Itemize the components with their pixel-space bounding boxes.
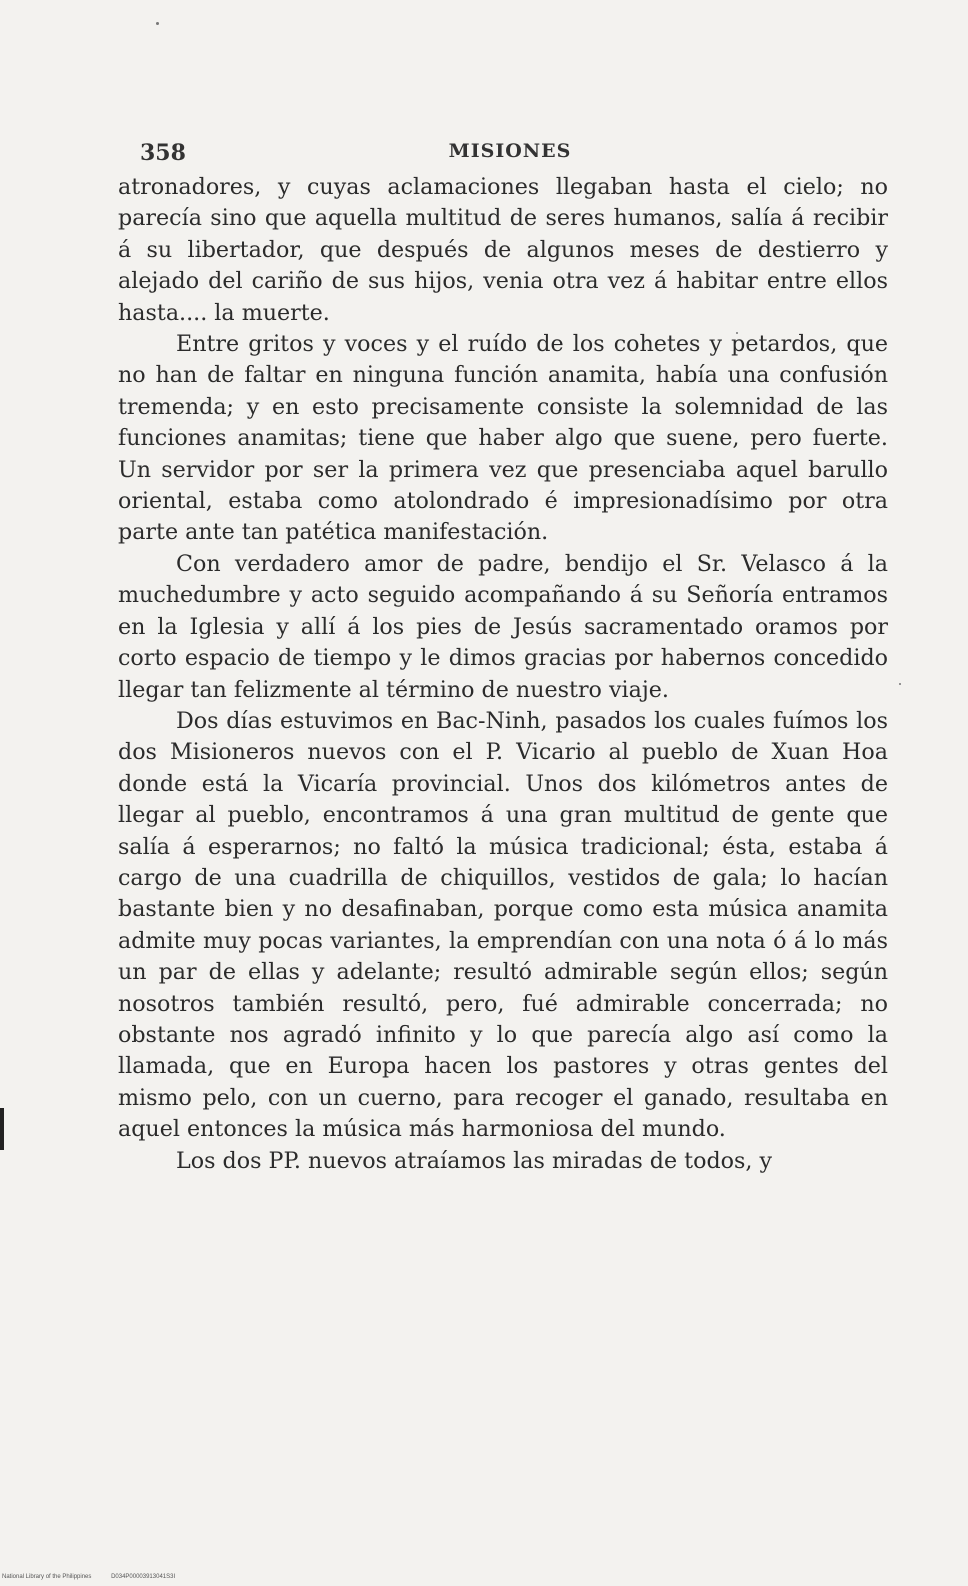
body-text <box>118 172 888 1177</box>
page-number: 358 <box>140 140 186 166</box>
footer-code: D034P00003913041S3I <box>111 1574 176 1580</box>
running-head: MISIONES <box>448 140 572 162</box>
footer-source: National Library of the Philippines <box>2 1574 92 1580</box>
paragraph: Con verdadero amor de padre, bendijo el Sr. Velasco á la muchedumbre y acto seguido acompañando á su Señoría entramos en la Iglesia y allí á los pies de Jesús sacramentado oramos por corto espacio de tiempo y le dimos gracias por habernos concedido llegar tan felizmente al término de nuestro viaje. <box>118 550 888 703</box>
scan-speck <box>156 22 159 25</box>
paragraph: Entre gritos y voces y el ruído de los cohetes y petardos, que no han de faltar en ninguna función anamita, había una confusión tremenda; y en esto precisamente consiste la solemnidad de las funciones anamitas; tiene que haber algo que suene, pero fuerte. Un servidor por ser la primera vez que presenciaba aquel barullo oriental, estaba como atolondrado é impresionadísimo por otra parte ante tan patética manifestación. <box>118 331 888 546</box>
scan-speck <box>899 683 901 685</box>
paragraph: atronadores, y cuyas aclamaciones llegaban hasta el cielo; no parecía sino que aquella multitud de seres humanos, salía á recibir á su libertador, que después de algunos meses de destierro y alejado del cariño de sus hijos, venia otra vez á habitar entre ellos hasta.... la muerte. <box>118 174 888 326</box>
paragraph: Dos días estuvimos en Bac-Ninh, pasados los cuales fuímos los dos Misioneros nuevos con el P. Vicario al pueblo de Xuan Hoa donde está la Vicaría provincial. Unos dos kilómetros antes de llegar al pueblo, encontramos á una gran multitud de gente que salía á esperarnos; no faltó la música tradicional; ésta, estaba á cargo de una cuadrilla de chiquillos, vestidos de gala; lo hacían bastante bien y no desafinaban, porque como esta música anamita admite muy pocas variantes, la emprendían con una nota ó á lo más un par de ellas y adelante; resultó admirable según ellos; según nosotros también resultó, pero, fué admirable concerrada; no obstante nos agradó infinito y lo que parecía algo así como la llamada, que en Europa hacen los pastores y otras gentes del mismo pelo, con un cuerno, para recoger el ganado, resultaba en aquel entonces la música más harmoniosa del mundo. <box>118 707 888 1143</box>
binding-edge-mark <box>0 1108 4 1150</box>
paragraph: Los dos PP. nuevos atraíamos las miradas de todos, y <box>176 1147 773 1174</box>
scan-footer <box>2 1574 193 1580</box>
page-header <box>140 140 890 170</box>
